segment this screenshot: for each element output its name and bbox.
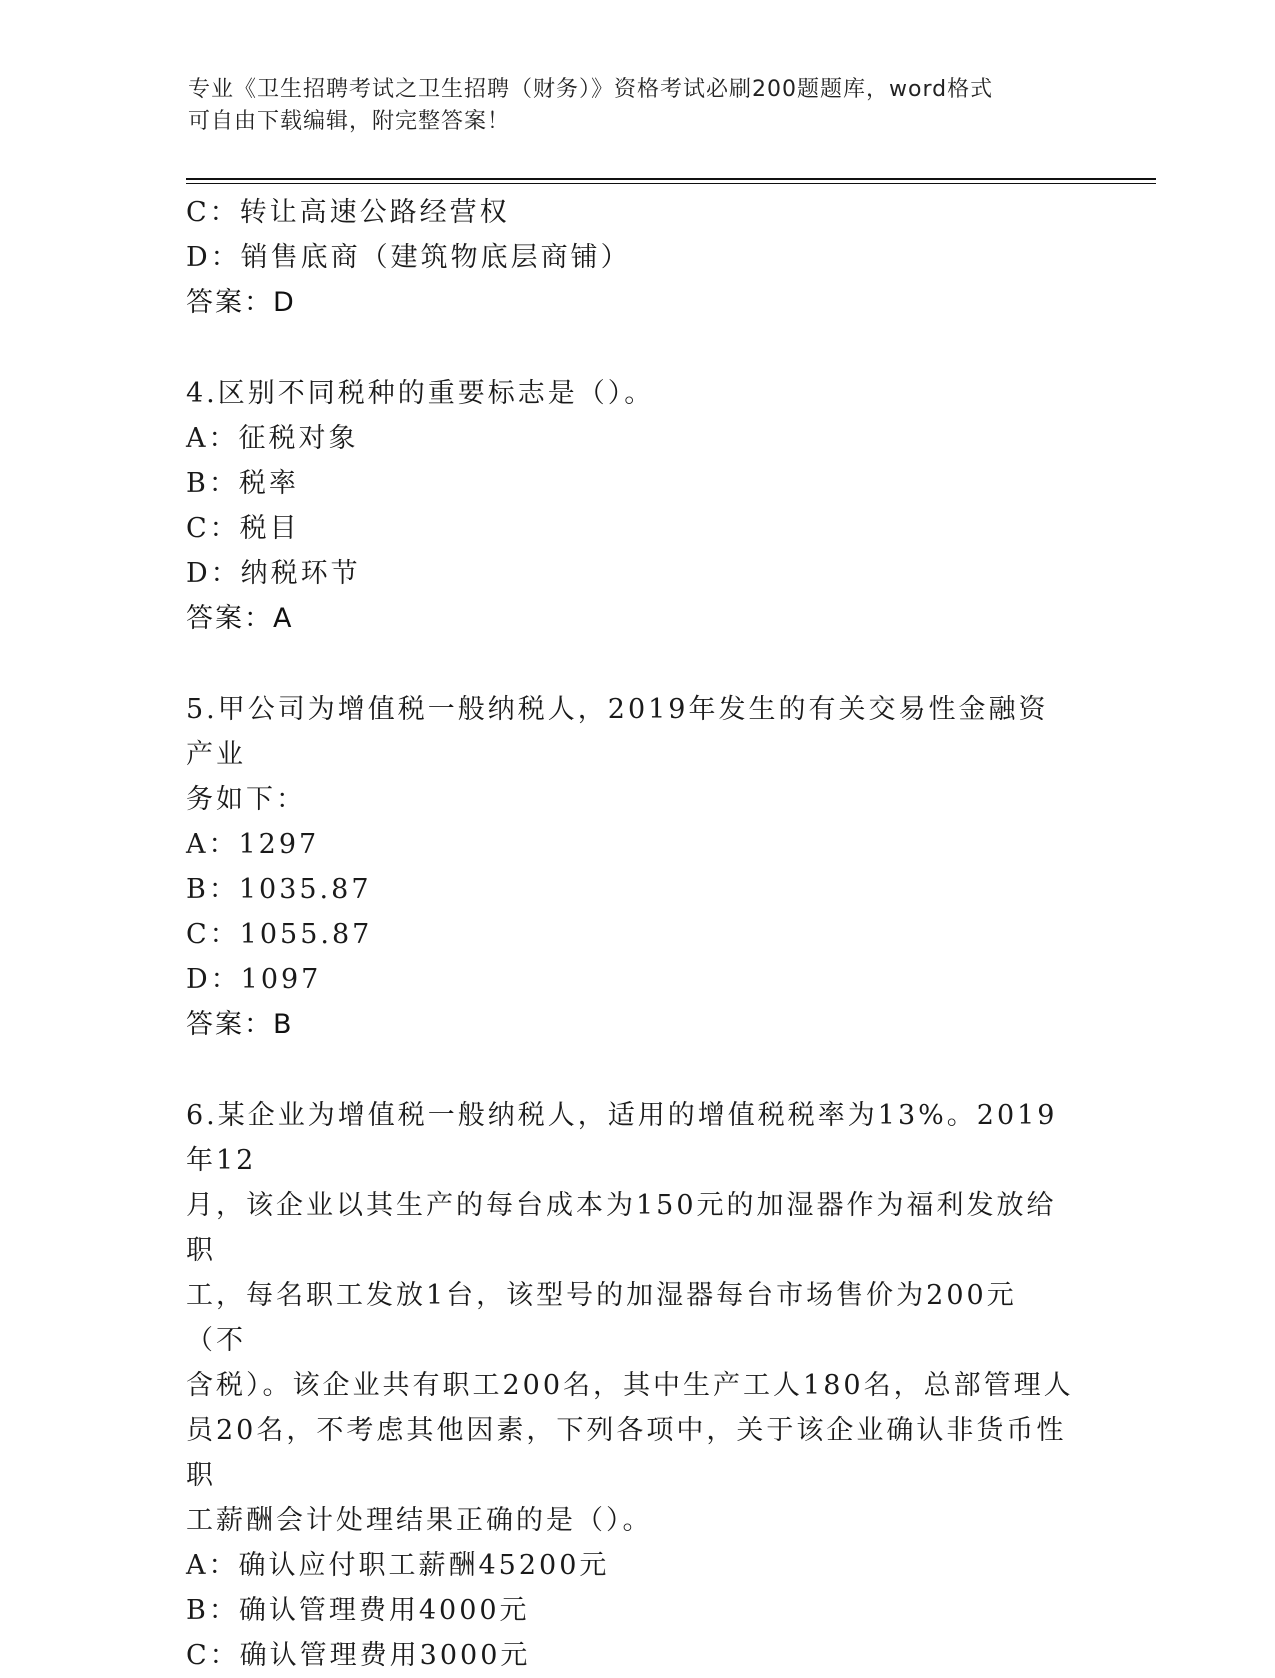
question-5-option-b: B：1035.87 (186, 874, 372, 905)
header-divider-thick (186, 178, 1156, 180)
question-5-option-a: A：1297 (186, 829, 320, 860)
question-6-stem-line-6: 工薪酬会计处理结果正确的是（）。 (186, 1505, 653, 1536)
question-6-option-c: C：确认管理费用3000元 (186, 1640, 531, 1671)
spacer (186, 1048, 1076, 1093)
question-6-block (186, 1093, 1076, 1678)
document-header (188, 74, 1068, 138)
question-5-stem-line-1: 5.甲公司为增值税一般纳税人，2019年发生的有关交易性金融资产业 (186, 694, 1049, 770)
question-3-option-d: D：销售底商（建筑物底层商铺） (186, 242, 631, 273)
question-5-stem-line-2: 务如下： (186, 784, 306, 815)
question-5-option-d: D：1097 (186, 964, 322, 995)
question-6-stem-line-2: 月，该企业以其生产的每台成本为150元的加湿器作为福利发放给职 (186, 1190, 1057, 1266)
question-6-option-a: A：确认应付职工薪酬45200元 (186, 1550, 610, 1581)
question-3-option-c: C：转让高速公路经营权 (186, 197, 510, 228)
question-4-option-c: C：税目 (186, 513, 300, 544)
spacer (186, 326, 1076, 371)
question-5-answer: 答案：B (186, 1009, 294, 1040)
question-4-stem: 4.区别不同税种的重要标志是（）。 (186, 378, 655, 409)
question-6-option-b: B：确认管理费用4000元 (186, 1595, 530, 1626)
question-4-option-d: D：纳税环节 (186, 558, 361, 589)
question-6-stem-line-4: 含税）。该企业共有职工200名，其中生产工人180名，总部管理人 (186, 1370, 1074, 1401)
question-6-stem-line-3: 工，每名职工发放1台，该型号的加湿器每台市场售价为200元（不 (186, 1280, 1017, 1356)
header-divider-thin (186, 183, 1156, 184)
question-5-option-c: C：1055.87 (186, 919, 373, 950)
header-line-2: 可自由下载编辑，附完整答案！ (188, 109, 511, 134)
spacer (186, 642, 1076, 687)
question-4-block (186, 371, 1076, 642)
question-6-stem-line-5: 员20名，不考虑其他因素，下列各项中，关于该企业确认非货币性职 (186, 1415, 1067, 1491)
header-line-1: 专业《卫生招聘考试之卫生招聘（财务）》资格考试必刷200题题库，word格式 (188, 77, 994, 102)
question-6-stem-line-1: 6.某企业为增值税一般纳税人，适用的增值税税率为13%。2019年12 (186, 1100, 1058, 1176)
question-4-answer: 答案：A (186, 603, 294, 634)
question-3-answer: 答案：D (186, 287, 296, 318)
question-3-block (186, 190, 1076, 326)
question-4-option-b: B：税率 (186, 468, 299, 499)
question-4-option-a: A：征税对象 (186, 423, 359, 454)
question-5-block (186, 687, 1076, 1048)
question-content (186, 190, 1076, 1678)
